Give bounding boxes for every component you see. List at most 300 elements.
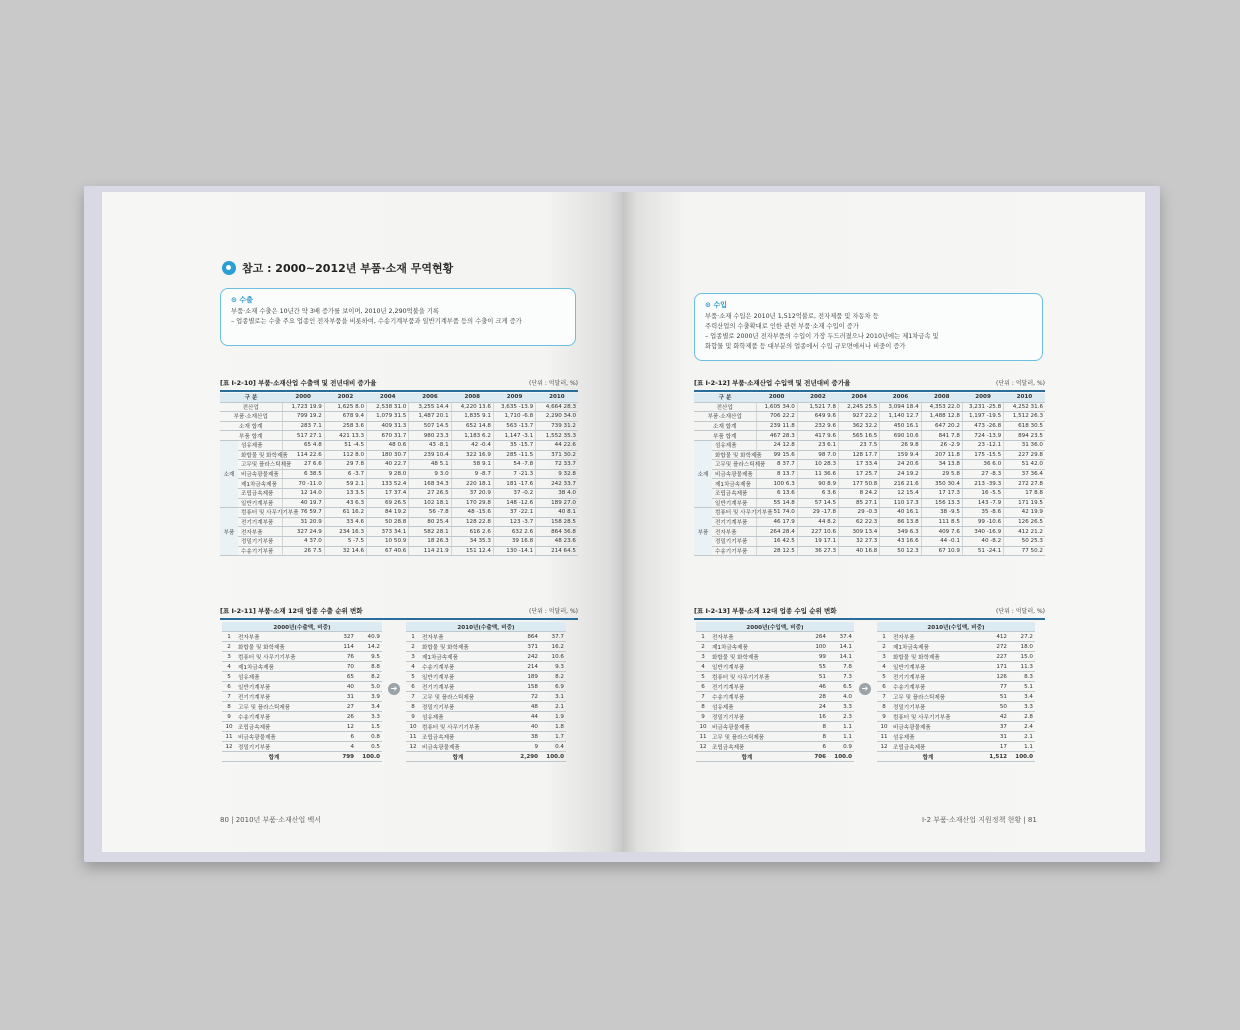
column-header: 2006	[880, 393, 921, 402]
cell-value: 36 27.3	[797, 546, 838, 556]
cell-value: 3,635 -13.9	[493, 402, 535, 412]
cell-value: 177 50.8	[839, 479, 880, 489]
cell-value: 239 10.4	[409, 450, 451, 460]
cell-value: 24 20.6	[880, 460, 921, 470]
rank-number: 2	[696, 642, 710, 652]
cell-value: 159 9.4	[880, 450, 921, 460]
share-value: 16.2	[540, 642, 566, 652]
rank-row	[696, 642, 854, 652]
cell-value: 1,183 6.2	[451, 431, 493, 441]
total-amount: 706	[798, 752, 828, 762]
industry-name: 수송기계부품	[420, 662, 510, 672]
row-label: 전기기계부품	[712, 517, 756, 527]
amount-value: 242	[510, 652, 540, 662]
rank-row	[696, 702, 854, 712]
cell-value: 616 2.6	[451, 527, 493, 537]
cell-value: 181 -17.6	[493, 479, 535, 489]
cell-value: 57 14.5	[797, 498, 838, 508]
industry-name: 고무 및 플라스틱제품	[710, 732, 798, 742]
industry-name: 제1차금속제품	[710, 642, 798, 652]
cell-value: 40 -8.2	[962, 536, 1003, 546]
table-row	[220, 440, 578, 450]
cell-value: 171 19.5	[1004, 498, 1045, 508]
amount-value: 171	[979, 662, 1009, 672]
table-row	[220, 498, 578, 508]
column-header: 2000	[282, 393, 324, 402]
industry-name: 고무 및 플라스틱제품	[236, 702, 326, 712]
industry-name: 수송기계부품	[236, 712, 326, 722]
rank-number: 2	[222, 642, 236, 652]
cell-value: 350 30.4	[921, 479, 962, 489]
cell-value: 67 40.6	[367, 546, 409, 556]
industry-name: 섬유제품	[891, 732, 979, 742]
column-header: 2009	[962, 393, 1003, 402]
cell-value: 258 3.6	[324, 421, 366, 431]
industry-name: 전자부품	[420, 632, 510, 642]
cell-value: 1,625 8.0	[324, 402, 366, 412]
industry-name: 전기기계부품	[420, 682, 510, 692]
cell-value: 69 26.5	[367, 498, 409, 508]
cell-value: 349 6.3	[880, 527, 921, 537]
cell-value: 35 -8.6	[962, 508, 1003, 518]
cell-value: 112 8.0	[324, 450, 366, 460]
cell-value: 417 9.6	[797, 431, 838, 441]
cell-value: 27 26.5	[409, 488, 451, 498]
rank-row	[222, 642, 382, 652]
cell-value: 32 14.6	[324, 546, 366, 556]
rank-header: 2000년(수출액, 비중)	[222, 622, 382, 632]
bullet-icon	[222, 261, 236, 275]
cell-value: 37 20.9	[451, 488, 493, 498]
cell-value: 17 8.8	[1004, 488, 1045, 498]
share-value: 3.3	[356, 712, 382, 722]
rank-number: 1	[877, 632, 891, 642]
column-header: 2010	[536, 393, 578, 402]
industry-name: 비금속광물제품	[236, 732, 326, 742]
import-summary-heading: ⊙ 수입	[705, 300, 1032, 310]
share-value: 37.7	[540, 632, 566, 642]
cell-value: 27 -8.3	[962, 469, 1003, 479]
share-value: 15.0	[1009, 652, 1035, 662]
row-label: 소재 합계	[694, 421, 756, 431]
rank-number: 7	[696, 692, 710, 702]
row-label: 화합물 및 화학제품	[712, 450, 756, 460]
rank-row	[696, 662, 854, 672]
cell-value: 214 64.5	[536, 546, 578, 556]
share-value: 1.9	[540, 712, 566, 722]
cell-value: 6 38.5	[282, 469, 324, 479]
row-label: 전산업	[220, 402, 282, 412]
cell-value: 35 -15.7	[493, 440, 535, 450]
cell-value: 128 17.7	[839, 450, 880, 460]
rank-total-row	[406, 752, 566, 762]
rank-number: 11	[696, 732, 710, 742]
cell-value: 927 22.2	[839, 412, 880, 422]
cell-value: 409 31.3	[367, 421, 409, 431]
column-header: 2008	[921, 393, 962, 402]
share-value: 5.0	[356, 682, 382, 692]
industry-name: 일반기계부품	[891, 662, 979, 672]
table-row	[694, 488, 1045, 498]
cell-value: 706 22.2	[756, 412, 797, 422]
cell-value: 6 -3.7	[324, 469, 366, 479]
cell-value: 8 13.7	[756, 469, 797, 479]
industry-name: 전자부품	[236, 632, 326, 642]
cell-value: 170 29.8	[451, 498, 493, 508]
amount-value: 371	[510, 642, 540, 652]
arrow-right-icon: ➔	[859, 683, 871, 695]
cell-value: 90 8.9	[797, 479, 838, 489]
cell-value: 371 30.2	[536, 450, 578, 460]
cell-value: 148 -12.6	[493, 498, 535, 508]
cell-value: 43 16.6	[880, 536, 921, 546]
share-value: 8.2	[356, 672, 382, 682]
row-label: 일반기계부품	[238, 498, 282, 508]
column-header: 2010	[1004, 393, 1045, 402]
rank-row	[406, 722, 566, 732]
share-value: 4.0	[828, 692, 854, 702]
row-label: 제1차금속제품	[712, 479, 756, 489]
cell-value: 23 7.5	[839, 440, 880, 450]
group-label: 소재	[220, 440, 238, 507]
table-row	[220, 546, 578, 556]
amount-value: 8	[798, 722, 828, 732]
share-value: 8.2	[540, 672, 566, 682]
rank-row	[877, 712, 1035, 722]
group-label: 부품	[694, 508, 712, 556]
cell-value: 100 6.3	[756, 479, 797, 489]
share-value: 37.4	[828, 632, 854, 642]
cell-value: 8 37.7	[756, 460, 797, 470]
share-value: 0.9	[828, 742, 854, 752]
table-caption	[220, 378, 578, 387]
cell-value: 17 25.7	[839, 469, 880, 479]
table-row	[220, 421, 578, 431]
amount-value: 70	[326, 662, 356, 672]
row-label: 일반기계부품	[712, 498, 756, 508]
table-row	[694, 517, 1045, 527]
rank-row	[222, 702, 382, 712]
row-label: 정밀기기부품	[712, 536, 756, 546]
table-caption-text: [표 Ⅰ-2-11] 부품·소재 12대 업종 수출 순위 변화	[220, 607, 363, 615]
share-value: 1.7	[540, 732, 566, 742]
rank-row	[877, 732, 1035, 742]
share-value: 5.1	[1009, 682, 1035, 692]
cell-value: 4,353 22.0	[921, 402, 962, 412]
industry-name: 고무 및 플라스틱제품	[420, 692, 510, 702]
cell-value: 55 14.8	[756, 498, 797, 508]
cell-value: 12 14.0	[282, 488, 324, 498]
amount-value: 99	[798, 652, 828, 662]
cell-value: 51 -4.5	[324, 440, 366, 450]
amount-value: 4	[326, 742, 356, 752]
cell-value: 23 6.1	[797, 440, 838, 450]
rank-number: 3	[222, 652, 236, 662]
cell-value: 2,245 25.5	[839, 402, 880, 412]
table-unit: (단위 : 억달러, %)	[995, 380, 1045, 387]
rank-number: 7	[877, 692, 891, 702]
cell-value: 17 37.4	[367, 488, 409, 498]
table-row	[694, 421, 1045, 431]
cell-value: 220 18.1	[451, 479, 493, 489]
industry-name: 섬유제품	[420, 712, 510, 722]
share-value: 40.9	[356, 632, 382, 642]
cell-value: 80 25.4	[409, 517, 451, 527]
cell-value: 4,220 13.6	[451, 402, 493, 412]
import-summary-line: 주력산업의 수출확대로 인한 관련 부품·소재 수입이 증가	[705, 323, 859, 330]
cell-value: 473 -26.8	[962, 421, 1003, 431]
cell-value: 894 23.5	[1004, 431, 1045, 441]
table-row	[694, 412, 1045, 422]
amount-value: 6	[798, 742, 828, 752]
rank-row	[222, 652, 382, 662]
rank-row	[696, 652, 854, 662]
cell-value: 2,290 34.0	[536, 412, 578, 422]
rank-number: 4	[222, 662, 236, 672]
industry-name: 전기기계부품	[236, 692, 326, 702]
cell-value: 467 28.3	[756, 431, 797, 441]
book-spread	[84, 186, 1160, 862]
cell-value: 151 12.4	[451, 546, 493, 556]
cell-value: 114 22.6	[282, 450, 324, 460]
industry-name: 수송기계부품	[710, 692, 798, 702]
cell-value: 51 -24.1	[962, 546, 1003, 556]
cell-value: 40 8.1	[536, 508, 578, 518]
rank-number: 12	[222, 742, 236, 752]
rank-number: 8	[696, 702, 710, 712]
rank-header-row	[222, 622, 382, 632]
cell-value: 227 10.6	[797, 527, 838, 537]
rank-row	[877, 642, 1035, 652]
cell-value: 85 27.1	[839, 498, 880, 508]
cell-value: 517 27.1	[282, 431, 324, 441]
table-row	[694, 527, 1045, 537]
industry-name: 정밀기기부품	[710, 712, 798, 722]
column-header: 2008	[451, 393, 493, 402]
row-label: 컴퓨터 및 사무기기부품	[238, 508, 282, 518]
cell-value: 16 42.5	[756, 536, 797, 546]
amount-value: 31	[326, 692, 356, 702]
amount-value: 37	[979, 722, 1009, 732]
left-page	[102, 192, 624, 852]
export-summary-line: – 업종별로는 수출 주요 업종인 전자부품을 비롯하여, 수송기계부품과 일반기계부품 등의 수출이 크게 증가	[231, 318, 522, 325]
cell-value: 29 -0.3	[839, 508, 880, 518]
cell-value: 272 27.8	[1004, 479, 1045, 489]
share-value: 14.2	[356, 642, 382, 652]
amount-value: 28	[798, 692, 828, 702]
industry-name: 비금속광물제품	[891, 722, 979, 732]
cell-value: 133 52.4	[367, 479, 409, 489]
rank-header: 2010년(수입액, 비중)	[877, 622, 1035, 632]
cell-value: 128 22.8	[451, 517, 493, 527]
rank-row	[222, 712, 382, 722]
share-value: 3.4	[1009, 692, 1035, 702]
cell-value: 143 -7.9	[962, 498, 1003, 508]
cell-value: 1,605 34.0	[756, 402, 797, 412]
cell-value: 28 12.5	[756, 546, 797, 556]
share-value: 9.3	[540, 662, 566, 672]
table-row	[220, 402, 578, 412]
amount-value: 38	[510, 732, 540, 742]
page-footer: 80 | 2010년 부품·소재산업 백서	[220, 816, 322, 824]
cell-value: 98 7.0	[797, 450, 838, 460]
amount-value: 40	[326, 682, 356, 692]
rank-number: 2	[406, 642, 420, 652]
cell-value: 33 4.6	[324, 517, 366, 527]
cell-value: 340 -16.9	[962, 527, 1003, 537]
industry-name: 섬유제품	[236, 672, 326, 682]
rank-number: 4	[877, 662, 891, 672]
row-label: 수송기기부품	[238, 546, 282, 556]
cell-value: 38 -9.5	[921, 508, 962, 518]
cell-value: 39 16.8	[493, 536, 535, 546]
industry-name: 수송기계부품	[891, 682, 979, 692]
share-value: 14.1	[828, 642, 854, 652]
cell-value: 46 17.9	[756, 517, 797, 527]
cell-value: 44 8.2	[797, 517, 838, 527]
cell-value: 1,552 35.3	[536, 431, 578, 441]
share-value: 2.8	[1009, 712, 1035, 722]
cell-value: 239 11.8	[756, 421, 797, 431]
industry-name: 제1차금속제품	[236, 662, 326, 672]
rank-number: 12	[696, 742, 710, 752]
table-row	[220, 536, 578, 546]
rank-number: 6	[696, 682, 710, 692]
rank-header: 2010년(수출액, 비중)	[406, 622, 566, 632]
cell-value: 9 32.8	[536, 469, 578, 479]
amount-value: 100	[798, 642, 828, 652]
cell-value: 26 9.8	[880, 440, 921, 450]
rank-number: 10	[222, 722, 236, 732]
page-footer: Ⅰ-2 부품·소재산업 지원정책 현황 | 81	[922, 816, 1037, 824]
table-caption	[694, 378, 1045, 387]
cell-value: 29 -17.8	[797, 508, 838, 518]
cell-value: 50 12.3	[880, 546, 921, 556]
rank-row	[877, 682, 1035, 692]
row-label: 섬유제품	[238, 440, 282, 450]
cell-value: 51 42.0	[1004, 460, 1045, 470]
cell-value: 40 16.8	[839, 546, 880, 556]
cell-value: 189 27.0	[536, 498, 578, 508]
industry-name: 정밀기기부품	[236, 742, 326, 752]
cell-value: 1,512 26.3	[1004, 412, 1045, 422]
table-header-row	[694, 393, 1045, 402]
total-label: 합계	[406, 752, 510, 762]
industry-name: 섬유제품	[710, 702, 798, 712]
rank-table-2000	[696, 622, 854, 762]
amount-value: 189	[510, 672, 540, 682]
rank-row	[406, 632, 566, 642]
industry-name: 조립금속제품	[420, 732, 510, 742]
table-unit: (단위 : 억달러, %)	[528, 608, 578, 615]
rank-number: 5	[877, 672, 891, 682]
cell-value: 9 3.0	[409, 469, 451, 479]
row-label: 정밀기기부품	[238, 536, 282, 546]
amount-value: 864	[510, 632, 540, 642]
rank-number: 1	[222, 632, 236, 642]
cell-value: 362 32.2	[839, 421, 880, 431]
cell-value: 563 -13.7	[493, 421, 535, 431]
table-header-row	[220, 393, 578, 402]
cell-value: 1,487 20.1	[409, 412, 451, 422]
cell-value: 1,488 12.8	[921, 412, 962, 422]
row-label: 조립금속제품	[712, 488, 756, 498]
table-row	[694, 440, 1045, 450]
cell-value: 3,231 -25.8	[962, 402, 1003, 412]
rank-row	[406, 732, 566, 742]
rank-row	[222, 682, 382, 692]
column-header: 2006	[409, 393, 451, 402]
cell-value: 111 8.5	[921, 517, 962, 527]
import-table	[694, 393, 1045, 556]
rank-total-row	[877, 752, 1035, 762]
cell-value: 31 20.9	[282, 517, 324, 527]
amount-value: 114	[326, 642, 356, 652]
rank-row	[696, 712, 854, 722]
industry-name: 화합물 및 화학제품	[710, 652, 798, 662]
cell-value: 618 30.5	[1004, 421, 1045, 431]
amount-value: 44	[510, 712, 540, 722]
rank-row	[877, 702, 1035, 712]
rank-row	[877, 692, 1035, 702]
cell-value: 10 50.9	[367, 536, 409, 546]
industry-name: 컴퓨터 및 사무기기부품	[236, 652, 326, 662]
share-value: 7.8	[828, 662, 854, 672]
row-label: 고무및 플라스틱제품	[712, 460, 756, 470]
share-value: 9.5	[356, 652, 382, 662]
cell-value: 26 7.5	[282, 546, 324, 556]
cell-value: 799 19.2	[282, 412, 324, 422]
export-summary-box	[220, 288, 576, 346]
share-value: 18.0	[1009, 642, 1035, 652]
table-row	[694, 508, 1045, 518]
cell-value: 17 33.4	[839, 460, 880, 470]
amount-value: 327	[326, 632, 356, 642]
cell-value: 56 -7.8	[409, 508, 451, 518]
rank-row	[406, 672, 566, 682]
cell-value: 43 6.3	[324, 498, 366, 508]
cell-value: 48 -15.6	[451, 508, 493, 518]
cell-value: 670 31.7	[367, 431, 409, 441]
cell-value: 36 6.0	[962, 460, 1003, 470]
total-amount: 2,290	[510, 752, 540, 762]
cell-value: 26 -2.9	[921, 440, 962, 450]
cell-value: 23 -12.1	[962, 440, 1003, 450]
share-value: 2.1	[1009, 732, 1035, 742]
cell-value: 50 25.3	[1004, 536, 1045, 546]
cell-value: 632 2.6	[493, 527, 535, 537]
rank-number: 5	[222, 672, 236, 682]
rank-row	[406, 642, 566, 652]
cell-value: 126 26.5	[1004, 517, 1045, 527]
amount-value: 16	[798, 712, 828, 722]
total-amount: 1,512	[979, 752, 1009, 762]
row-label: 부품 합계	[694, 431, 756, 441]
amount-value: 26	[326, 712, 356, 722]
share-value: 0.5	[356, 742, 382, 752]
cell-value: 37 -0.2	[493, 488, 535, 498]
table-row	[694, 460, 1045, 470]
cell-value: 1,521 7.8	[797, 402, 838, 412]
share-value: 3.9	[356, 692, 382, 702]
table-row	[694, 546, 1045, 556]
industry-name: 일반기계부품	[420, 672, 510, 682]
cell-value: 647 20.2	[921, 421, 962, 431]
cell-value: 180 30.7	[367, 450, 409, 460]
industry-name: 비금속광물제품	[420, 742, 510, 752]
industry-name: 일반기계부품	[710, 662, 798, 672]
cell-value: 1,197 -19.5	[962, 412, 1003, 422]
